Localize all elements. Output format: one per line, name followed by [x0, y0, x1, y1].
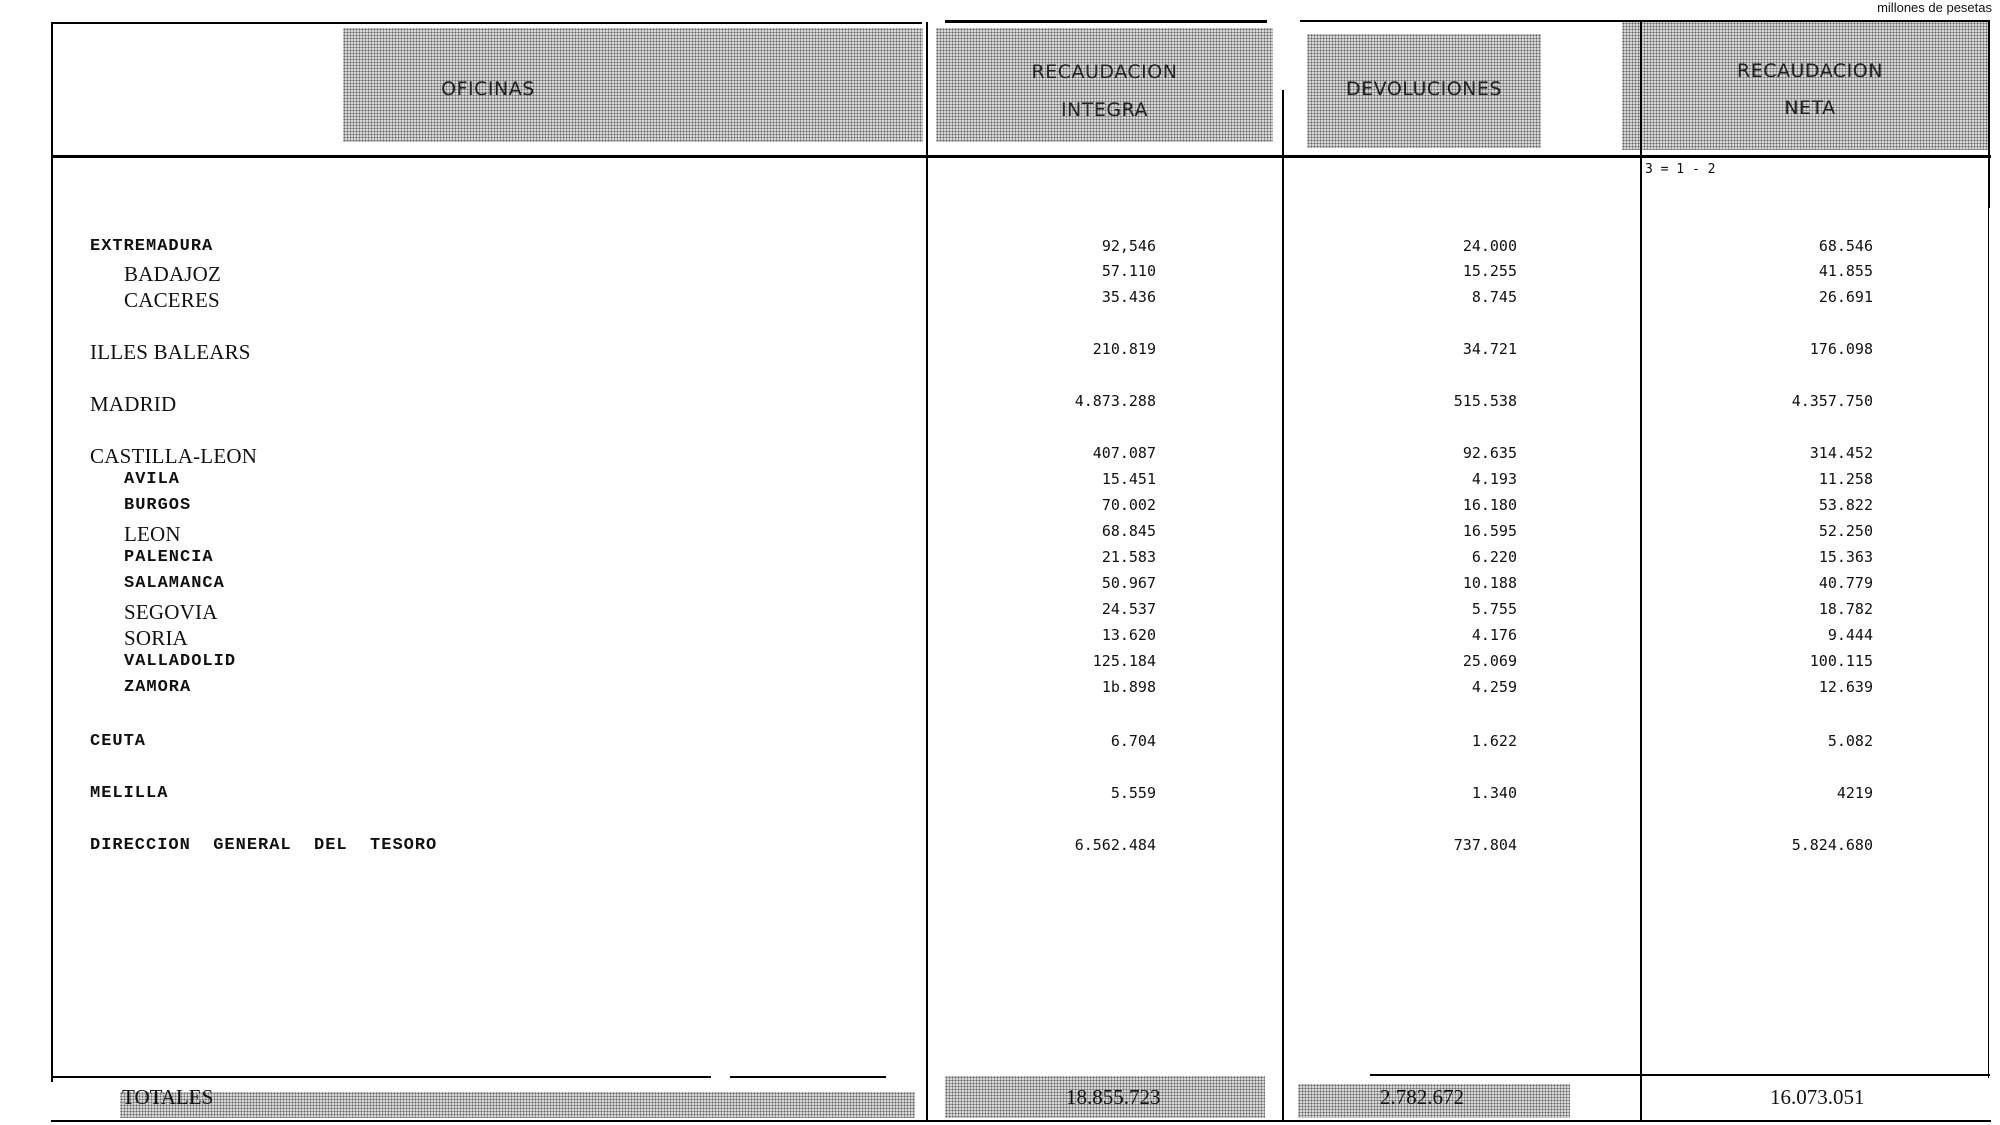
right-border	[1988, 22, 1990, 208]
refunds-value: 24.000	[1462, 237, 1517, 255]
row-label: BURGOS	[124, 496, 192, 515]
net-header-line2: NETA	[1784, 97, 1836, 119]
gross-value: 407.087	[1092, 444, 1156, 462]
table-row	[0, 836, 2000, 860]
refunds-value: 1.622	[1471, 732, 1517, 750]
gross-value: 5.559	[1110, 784, 1156, 802]
net-value: 12.639	[1818, 678, 1873, 696]
refunds-value: 10.188	[1462, 574, 1517, 592]
gross-value: 68.845	[1101, 522, 1156, 540]
gross-value: 24.537	[1101, 600, 1156, 618]
refunds-value: 515.538	[1453, 392, 1517, 410]
totals-rule-2	[730, 1076, 886, 1078]
refunds-value: 737.804	[1453, 836, 1517, 854]
gross-value: 15.451	[1101, 470, 1156, 488]
refunds-value: 4.176	[1471, 626, 1517, 644]
row-label: SALAMANCA	[124, 574, 225, 593]
gross-value: 21.583	[1101, 548, 1156, 566]
totals-rule-1	[51, 1076, 711, 1078]
refunds-value: 4.259	[1471, 678, 1517, 696]
col-divider-3	[1640, 22, 1642, 1122]
table-row	[0, 288, 2000, 312]
gross-value: 1b.898	[1101, 678, 1156, 696]
table-row	[0, 237, 2000, 261]
row-label: VALLADOLID	[124, 652, 237, 671]
row-label: BADAJOZ	[124, 262, 222, 286]
refunds-value: 8.745	[1471, 288, 1517, 306]
totals-rule-3	[1370, 1074, 1990, 1076]
gross-value: 13.620	[1101, 626, 1156, 644]
table-row	[0, 470, 2000, 494]
refunds-value: 4.193	[1471, 470, 1517, 488]
gross-value: 125.184	[1092, 652, 1156, 670]
gross-value: 50.967	[1101, 574, 1156, 592]
row-label: PALENCIA	[124, 548, 214, 567]
row-label: ZAMORA	[124, 678, 192, 697]
totals-net: 16.073.051	[1770, 1085, 1865, 1109]
unit-note: millones de pesetas	[1877, 0, 1992, 15]
net-value: 5.824.680	[1791, 836, 1873, 854]
top-rule-gross	[945, 20, 1267, 23]
net-value: 9.444	[1827, 626, 1873, 644]
top-rule-right	[1300, 20, 1990, 22]
gross-value: 70.002	[1101, 496, 1156, 514]
net-value: 18.782	[1818, 600, 1873, 618]
row-label: AVILA	[124, 470, 181, 489]
gross-value: 35.436	[1101, 288, 1156, 306]
refunds-value: 16.595	[1462, 522, 1517, 540]
net-value: 26.691	[1818, 288, 1873, 306]
net-value: 11.258	[1818, 470, 1873, 488]
gross-value: 6.704	[1110, 732, 1156, 750]
net-value: 4219	[1836, 784, 1873, 802]
net-value: 15.363	[1818, 548, 1873, 566]
row-label: SORIA	[124, 626, 189, 650]
net-value: 52.250	[1818, 522, 1873, 540]
row-label: EXTREMADURA	[90, 237, 214, 256]
net-value: 68.546	[1818, 237, 1873, 255]
refunds-value: 25.069	[1462, 652, 1517, 670]
net-formula: 3 = 1 - 2	[1645, 162, 1716, 177]
table-row	[0, 784, 2000, 808]
refunds-value: 5.755	[1471, 600, 1517, 618]
gross-value: 92,546	[1101, 237, 1156, 255]
row-label: SEGOVIA	[124, 600, 218, 624]
row-label: MADRID	[90, 392, 177, 416]
totals-gross: 18.855.723	[1066, 1085, 1161, 1109]
gross-value: 210.819	[1092, 340, 1156, 358]
table-row	[0, 496, 2000, 520]
net-value: 314.452	[1809, 444, 1873, 462]
row-label: ILLES BALEARS	[90, 340, 251, 364]
net-value: 176.098	[1809, 340, 1873, 358]
gross-header-line1: RECAUDACION	[1031, 61, 1178, 83]
refunds-value: 92.635	[1462, 444, 1517, 462]
refunds-header: DEVOLUCIONES	[1346, 78, 1502, 100]
gross-header-line2: INTEGRA	[1060, 99, 1149, 121]
table-row	[0, 626, 2000, 650]
totals-refunds: 2.782.672	[1380, 1085, 1464, 1109]
table-row	[0, 262, 2000, 286]
gross-value: 6.562.484	[1074, 836, 1156, 854]
net-value: 53.822	[1818, 496, 1873, 514]
net-header-line1: RECAUDACION	[1737, 60, 1883, 82]
refunds-value: 1.340	[1471, 784, 1517, 802]
row-label: MELILLA	[90, 784, 169, 803]
row-label: LEON	[124, 522, 181, 546]
header-bottom-rule	[51, 155, 1991, 158]
top-rule-left	[51, 22, 922, 24]
refunds-value: 6.220	[1471, 548, 1517, 566]
row-label: CASTILLA-LEON	[90, 444, 258, 468]
net-value: 40.779	[1818, 574, 1873, 592]
totals-label: TOTALES	[122, 1085, 214, 1109]
row-label: DIRECCION GENERAL DEL TESORO	[90, 836, 438, 855]
refunds-value: 16.180	[1462, 496, 1517, 514]
refunds-value: 15.255	[1462, 262, 1517, 280]
net-value: 100.115	[1809, 652, 1873, 670]
totals-label-shade	[120, 1092, 915, 1118]
gross-value: 4.873.288	[1074, 392, 1156, 410]
row-label: CACERES	[124, 288, 220, 312]
table-row	[0, 548, 2000, 572]
net-value: 5.082	[1827, 732, 1873, 750]
net-value: 4.357.750	[1791, 392, 1873, 410]
table-row	[0, 340, 2000, 364]
table-row	[0, 652, 2000, 676]
table-row	[0, 574, 2000, 598]
table-row	[0, 732, 2000, 756]
row-label: CEUTA	[90, 732, 147, 751]
table-row	[0, 392, 2000, 416]
bottom-rule	[51, 1120, 1991, 1122]
refunds-value: 34.721	[1462, 340, 1517, 358]
net-value: 41.855	[1818, 262, 1873, 280]
gross-value: 57.110	[1101, 262, 1156, 280]
table-row	[0, 522, 2000, 546]
table-row	[0, 444, 2000, 468]
offices-header: OFICINAS	[441, 78, 535, 100]
col-divider-1	[926, 22, 928, 1122]
table-row	[0, 600, 2000, 624]
table-row	[0, 678, 2000, 702]
